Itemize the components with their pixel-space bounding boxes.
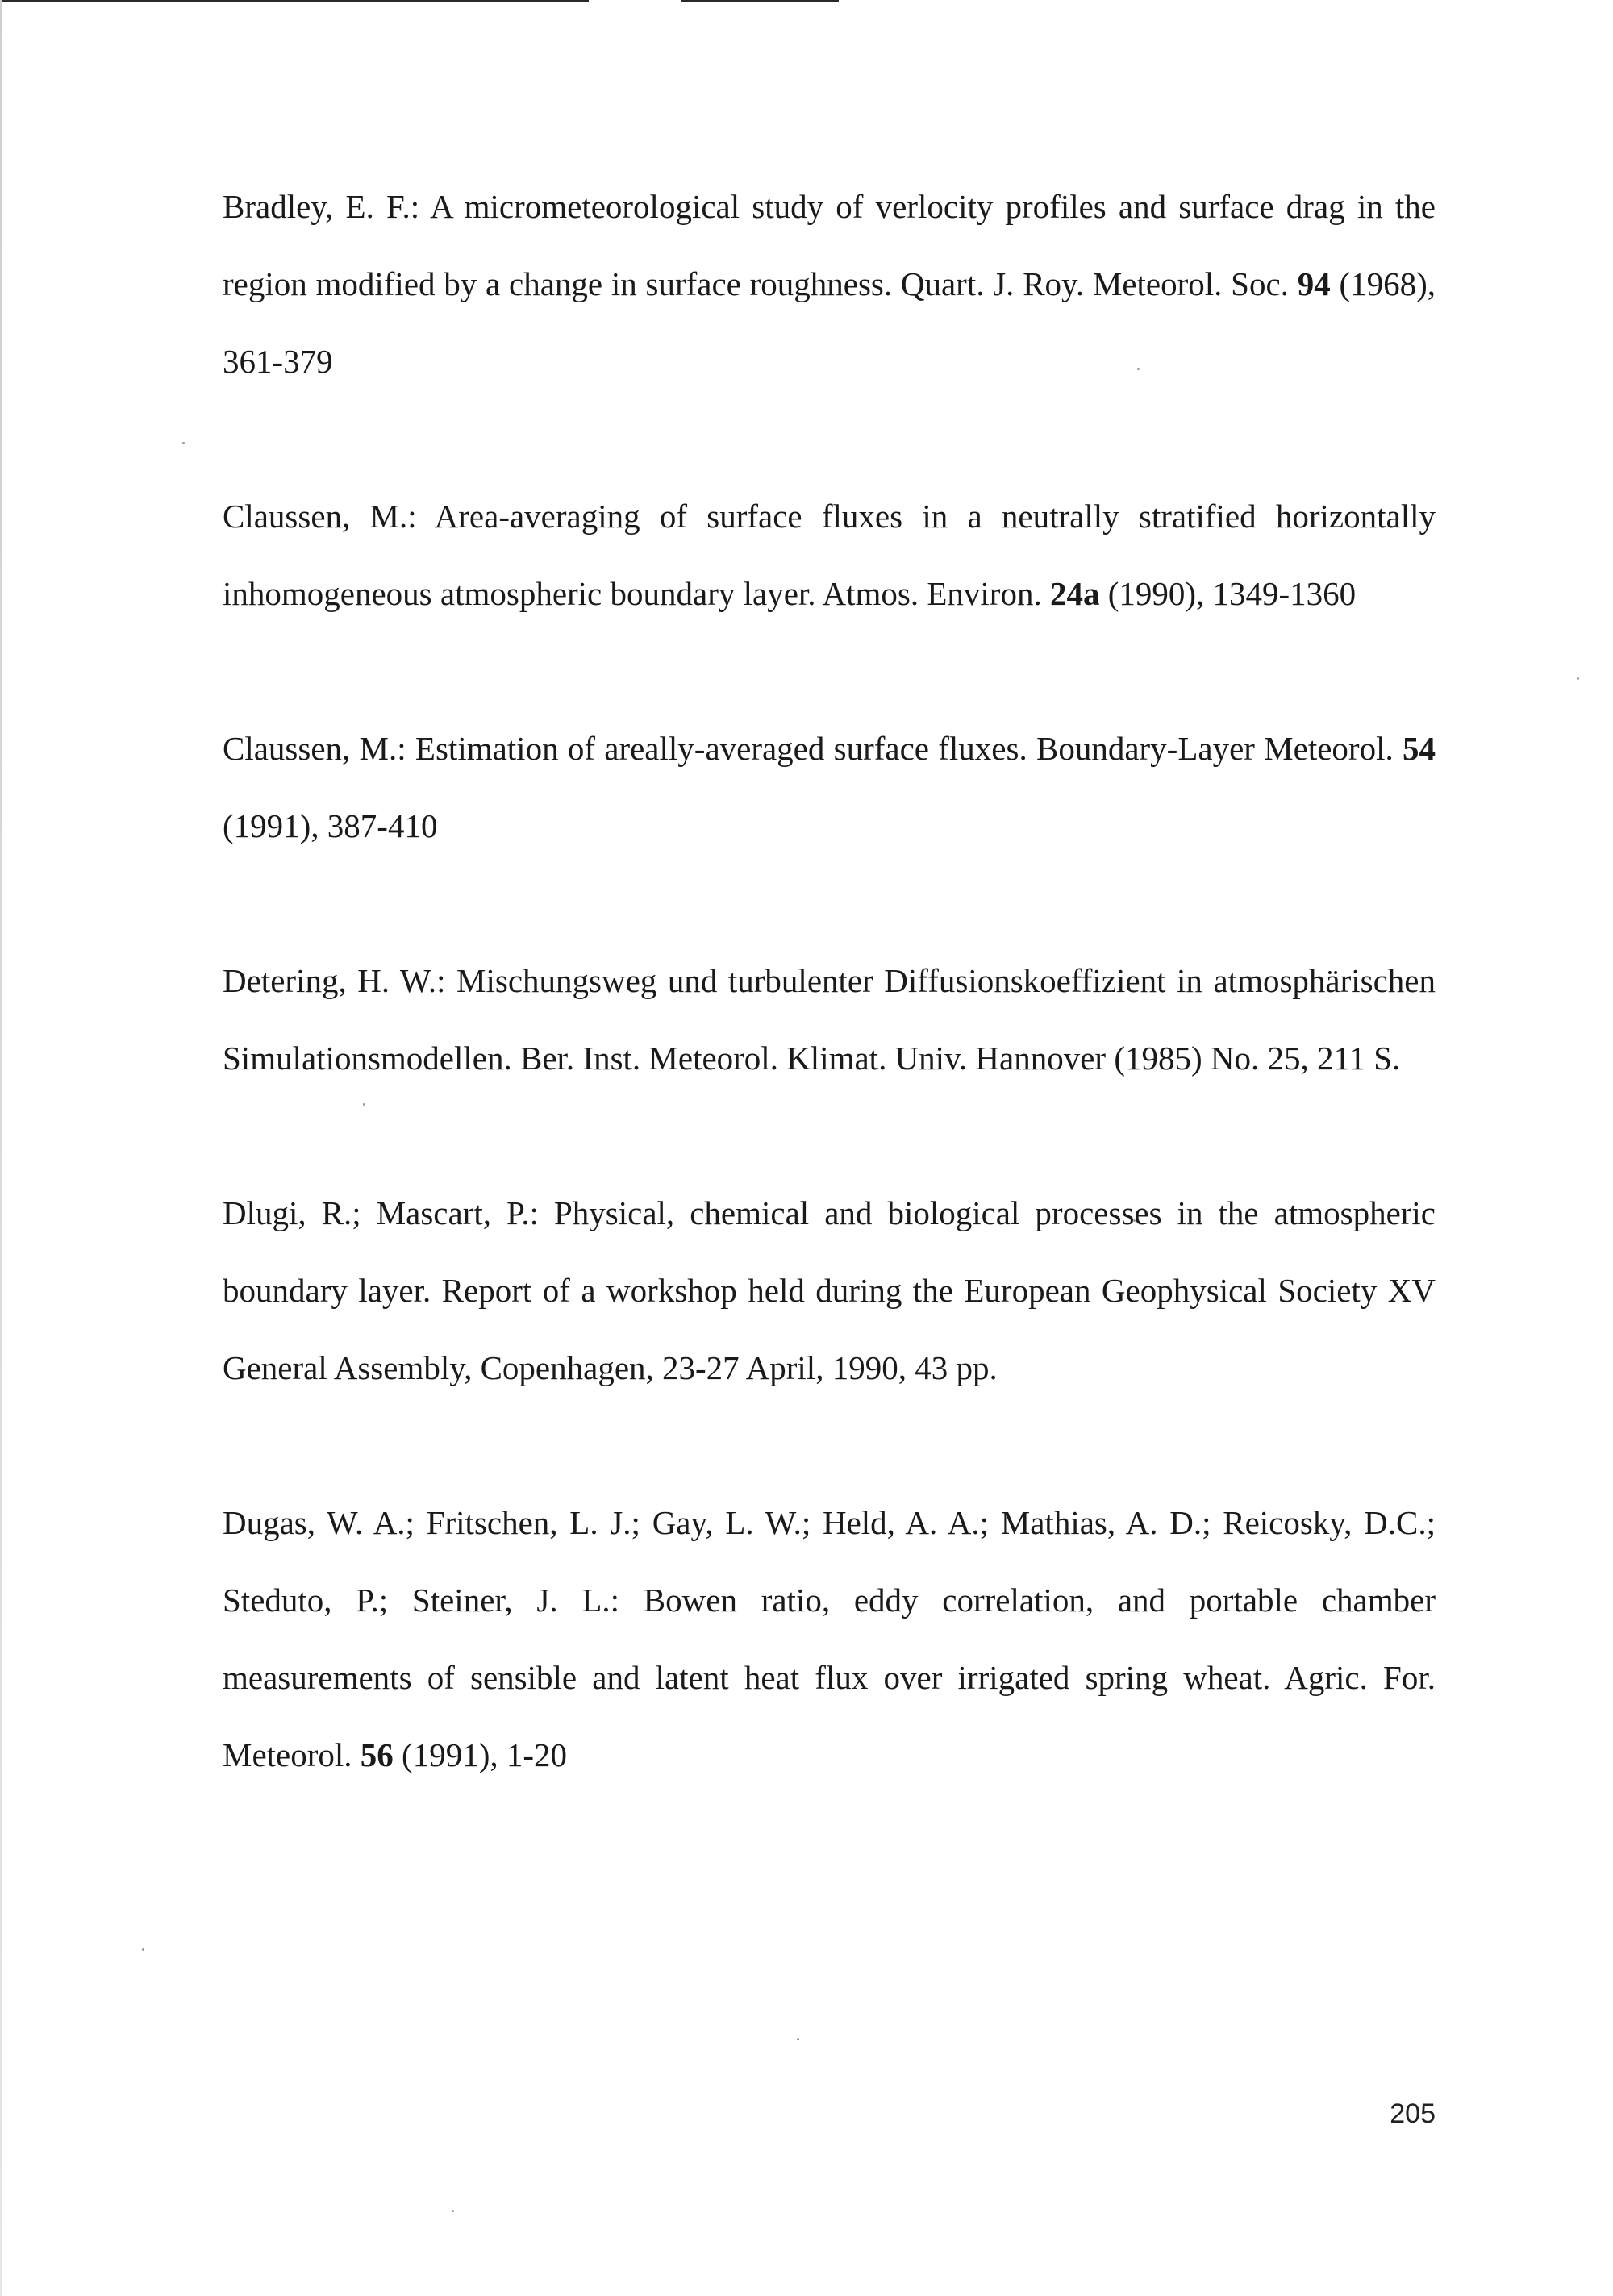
reference-list — [223, 168, 1436, 1871]
reference-authors: Detering, H. W.: — [223, 962, 446, 999]
reference-entry — [223, 1174, 1436, 1406]
reference-entry — [223, 710, 1436, 865]
reference-volume: 24a — [1049, 575, 1100, 612]
reference-text: Physical, chemical and biological processes in the atmospheric boundary layer. Report of a workshop held during the European Geophysical Society XV General Assembly, Copenhagen, 23-27 April, 1990, 43 pp. — [223, 1194, 1436, 1386]
reference-year-pages: (1991), 1-20 — [402, 1736, 568, 1773]
scan-speck — [452, 2210, 454, 2212]
reference-volume: 94 — [1297, 265, 1331, 302]
reference-authors: Claussen, M.: — [223, 730, 406, 767]
reference-volume: 56 — [360, 1736, 394, 1773]
reference-authors: Claussen, M.: — [223, 498, 417, 535]
reference-text: A micrometeorological study of verlocity profiles and surface drag in the region modified by a change in surface roughness. Quart. J. Roy. Meteorol. Soc. — [223, 188, 1436, 302]
reference-text: Bowen ratio, eddy correlation, and portable chamber measurements of sensible and latent heat flux over irrigated spring wheat. Agric. For. Meteorol. — [223, 1581, 1436, 1773]
reference-entry — [223, 1484, 1436, 1794]
reference-authors: Dlugi, R.; Mascart, P.: — [223, 1194, 539, 1231]
scan-top-rule-fragment — [681, 0, 839, 2]
scan-speck — [797, 2038, 799, 2040]
reference-text: Estimation of areally-averaged surface fluxes. Boundary-Layer Meteorol. — [415, 730, 1394, 767]
reference-authors: Bradley, E. F.: — [223, 188, 420, 225]
reference-year-pages: (1968), 361-379 — [223, 265, 1436, 380]
scan-speck — [182, 442, 185, 444]
page-number: 205 — [1390, 2098, 1436, 2129]
reference-authors: Dugas, W. A.; Fritschen, L. J.; Gay, L. W.; Held, A. A.; Mathias, A. D.; Reicosky, D.C.; Steduto, P.; Steiner, J. L.: — [223, 1504, 1436, 1619]
reference-entry — [223, 942, 1436, 1097]
reference-volume: 54 — [1403, 730, 1436, 767]
scan-speck — [1577, 677, 1579, 680]
reference-text: Area-averaging of surface fluxes in a neutrally stratified horizontally inhomogeneous atmospheric boundary layer. Atmos. Environ. — [223, 498, 1436, 612]
reference-text: Mischungsweg und turbulenter Diffusionskoeffizient in atmosphärischen Simulationsmodellen. Ber. Inst. Meteorol. Klimat. Univ. Hannover (1985) No. 25, 211 S. — [223, 962, 1436, 1077]
reference-entry — [223, 477, 1436, 632]
reference-year-pages: (1991), 387-410 — [223, 807, 438, 844]
scan-speck — [142, 1948, 144, 1951]
reference-entry — [223, 168, 1436, 400]
scan-top-rule — [0, 0, 589, 2]
scan-left-edge — [0, 0, 2, 2296]
reference-year-pages: (1990), 1349-1360 — [1107, 575, 1357, 612]
